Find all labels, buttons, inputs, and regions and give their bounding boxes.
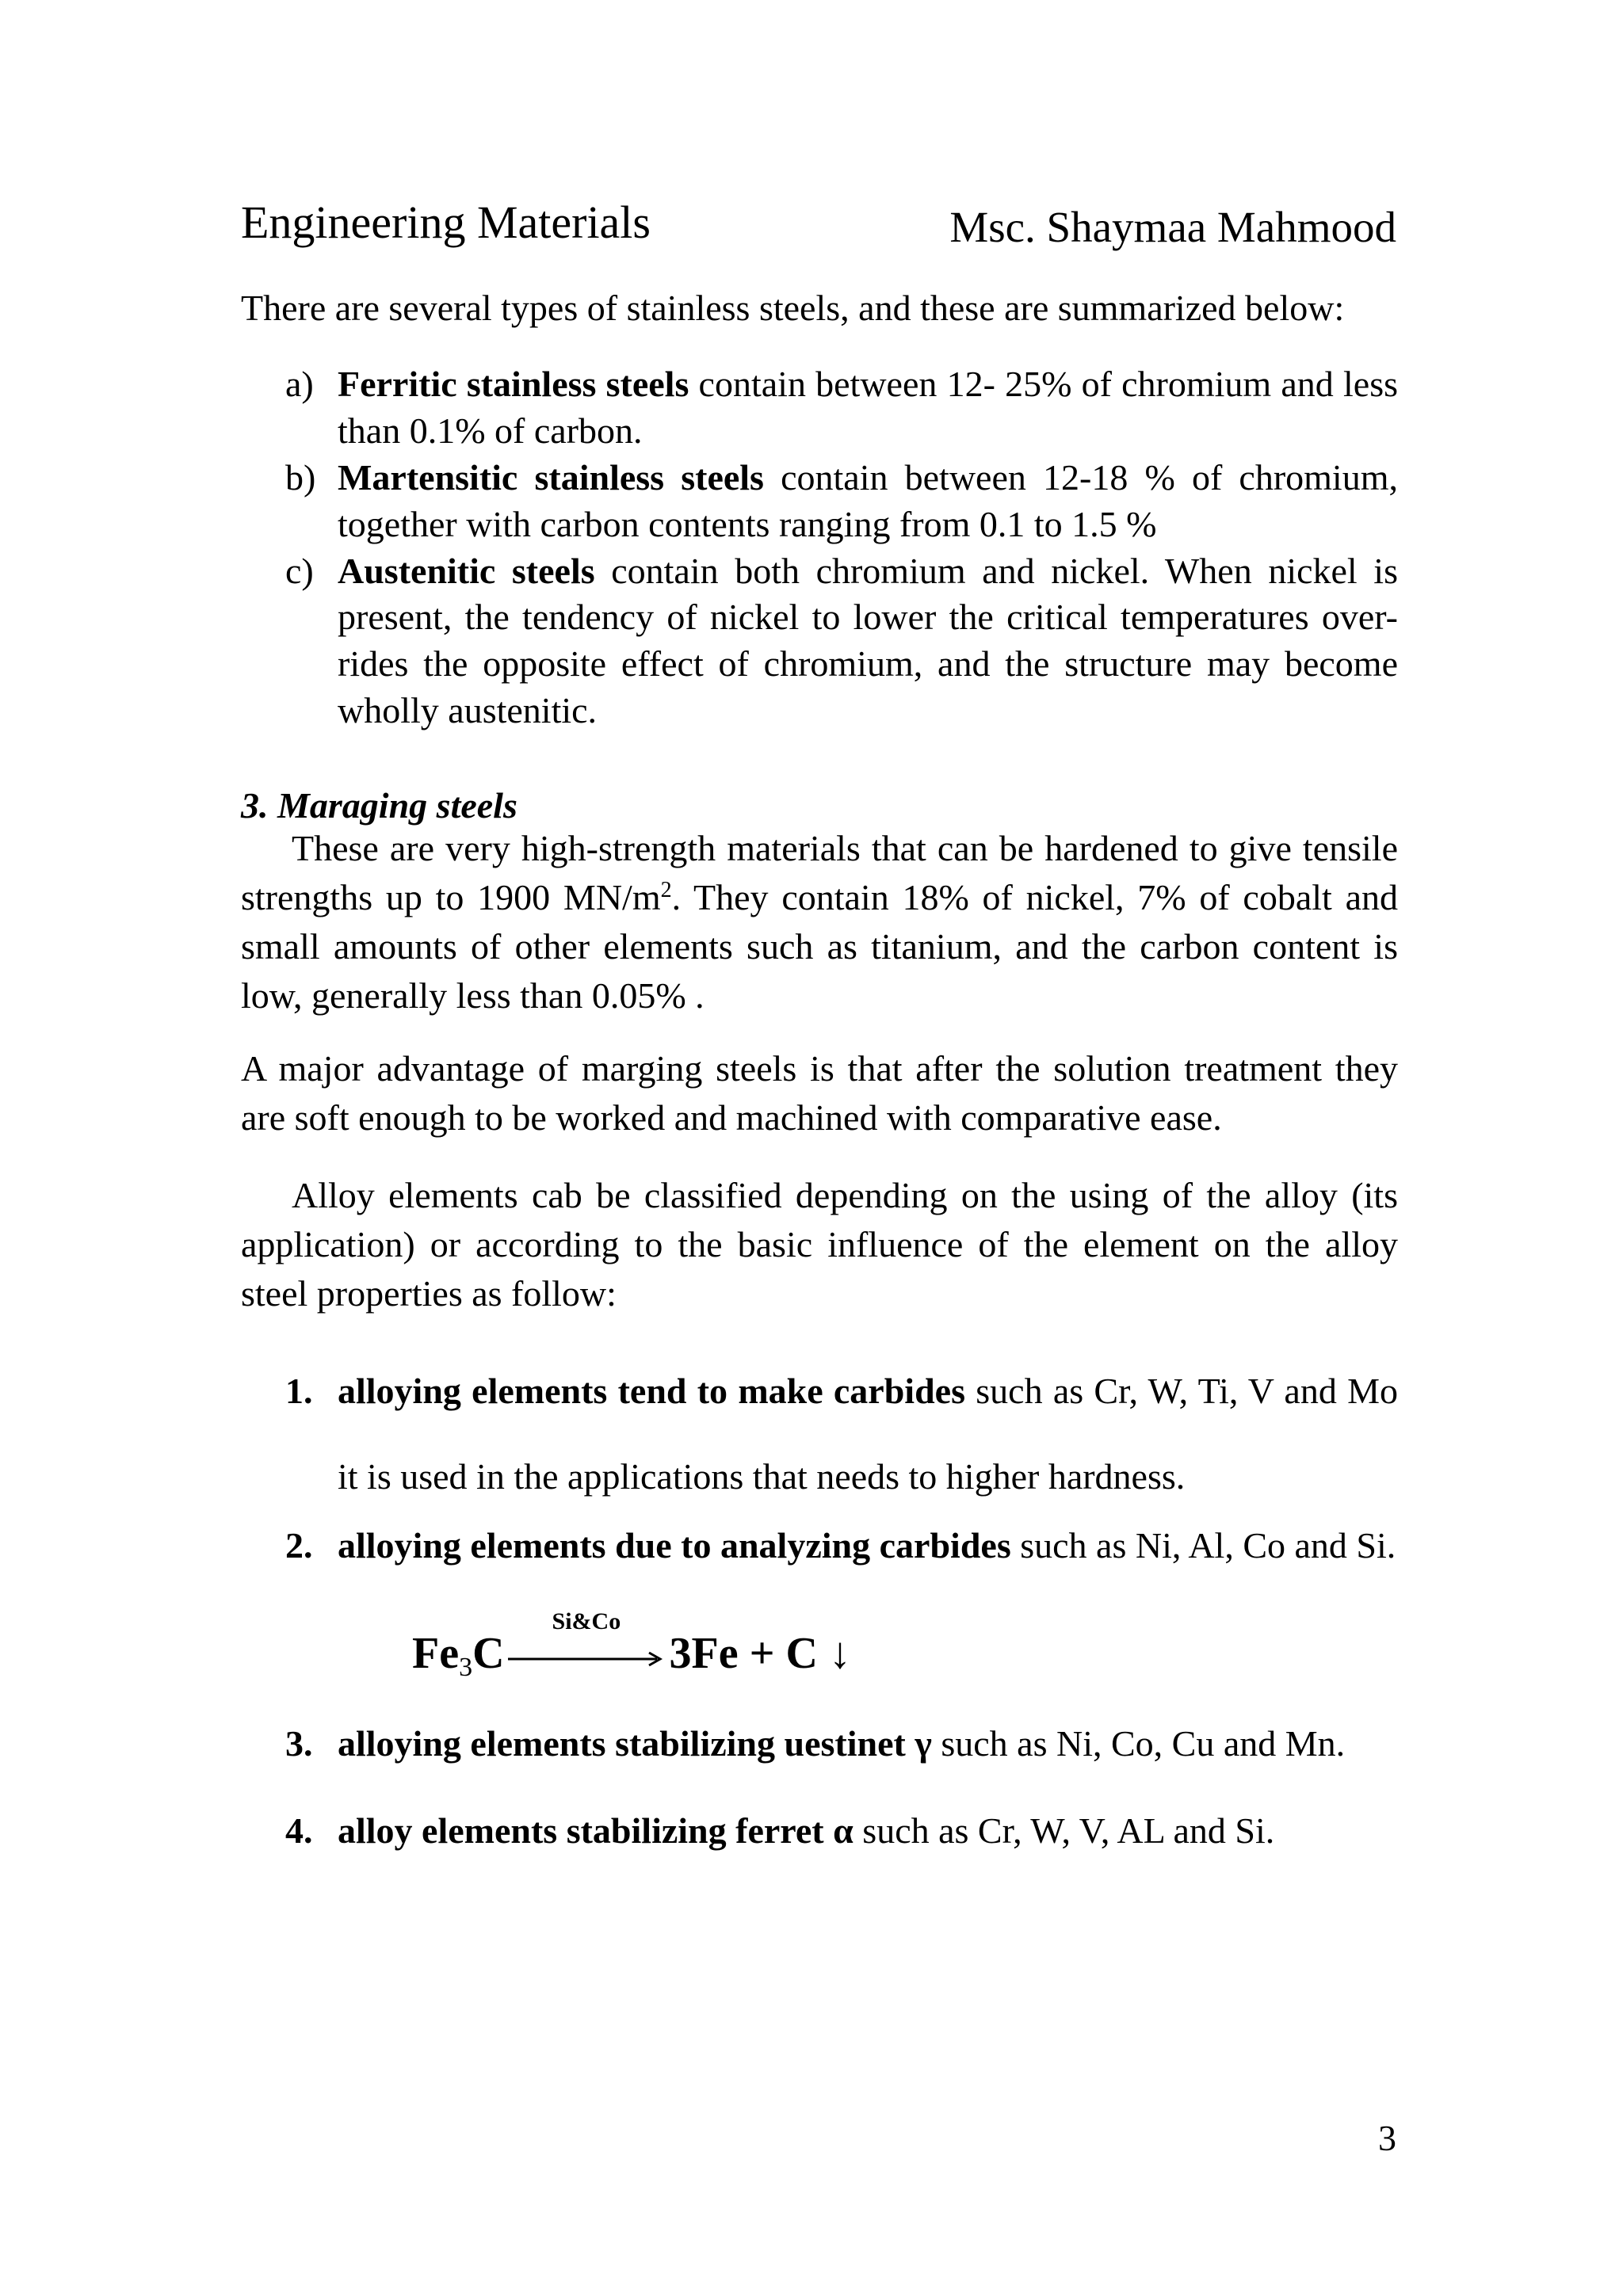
list-item [285, 455, 1398, 548]
maraging-text-1: These are very high-strength materials that can be hardened to give tensile strengths up to 1900 MN/m [241, 828, 1398, 917]
list-item-text: such as Ni, Al, Co and Si. [1010, 1525, 1396, 1566]
stainless-types-list [285, 361, 1398, 734]
list-item-term: alloying elements due to analyzing carbides [338, 1525, 1011, 1566]
equation-subscript: 3 [459, 1653, 473, 1682]
classification-item [285, 1521, 1398, 1570]
classification-item [285, 1808, 1398, 1855]
list-item-text: such as Cr, W, V, AL and Si. [853, 1810, 1275, 1851]
list-item [285, 361, 1398, 455]
equation-product: 3Fe + C ↓ [669, 1629, 851, 1678]
classification-item [285, 1721, 1398, 1768]
list-item-term: Austenitic steels [338, 550, 595, 591]
list-marker: 4. [285, 1810, 313, 1851]
arrow-icon [508, 1651, 666, 1667]
equation-reactant: Fe [412, 1629, 460, 1678]
reaction-arrow [508, 1608, 666, 1681]
maraging-text-2: . They contain 18% of nickel, 7% of cobalt and small amounts of other elements such as titanium, and the carbon content is low, generally less than 0.05% . [241, 877, 1399, 1016]
list-item-text: contain between 12-18 % of chromium, together with carbon contents ranging from 0.1 to 1.5 % [338, 456, 1398, 544]
arrow-label: Si&Co [552, 1608, 621, 1635]
classification-intro-paragraph: Alloy elements cab be classified depending on the using of the alloy (its application) or according to the basic influence of the element on the alloy steel properties as follow: [241, 1175, 1398, 1314]
equation-reactant-tail: C [472, 1629, 505, 1678]
classification-item [285, 1348, 1398, 1520]
list-marker: 2. [285, 1525, 313, 1566]
list-item-text: such as Ni, Co, Cu and Mn. [931, 1723, 1346, 1764]
list-item-term: Ferritic stainless steels [338, 364, 689, 404]
list-marker: c) [285, 550, 314, 591]
list-marker: a) [285, 364, 314, 404]
chemical-equation [412, 1608, 851, 1705]
advantage-paragraph: A major advantage of marging steels is that after the solution treatment they are soft enough to be worked and machined with comparative ease. [241, 1048, 1398, 1138]
header-author: Msc. Shaymaa Mahmood [949, 203, 1396, 251]
list-marker: b) [285, 456, 316, 498]
superscript: 2 [660, 878, 672, 902]
list-item [285, 548, 1398, 735]
list-item-term: Martensitic stainless steels [338, 456, 764, 498]
intro-paragraph: There are several types of stainless steels, and these are summarized below: [241, 288, 1345, 328]
list-item-text: such as Cr, W, Ti, V and Mo it is used in the applications that needs to higher hardness. [338, 1371, 1399, 1497]
section-heading: 3. Maraging steels [241, 785, 517, 826]
list-item-term: alloying elements tend to make carbides [338, 1371, 965, 1411]
list-marker: 3. [285, 1723, 313, 1764]
header-title: Engineering Materials [241, 196, 651, 248]
maraging-paragraph [241, 824, 1398, 1020]
list-item-term: alloying elements stabilizing uestinet γ [338, 1723, 932, 1764]
list-item-term: alloy elements stabilizing ferret α [338, 1810, 854, 1851]
list-item-text: contain both chromium and nickel. When nickel is present, the tendency of nickel to lower the critical temperatures over-rides the opposite effect of chromium, and the structure may become wholly austenitic. [338, 550, 1398, 731]
list-marker: 1. [285, 1371, 313, 1411]
list-item-text: contain between 12- 25% of chromium and less than 0.1% of carbon. [338, 364, 1399, 451]
page-number: 3 [1378, 2118, 1396, 2158]
